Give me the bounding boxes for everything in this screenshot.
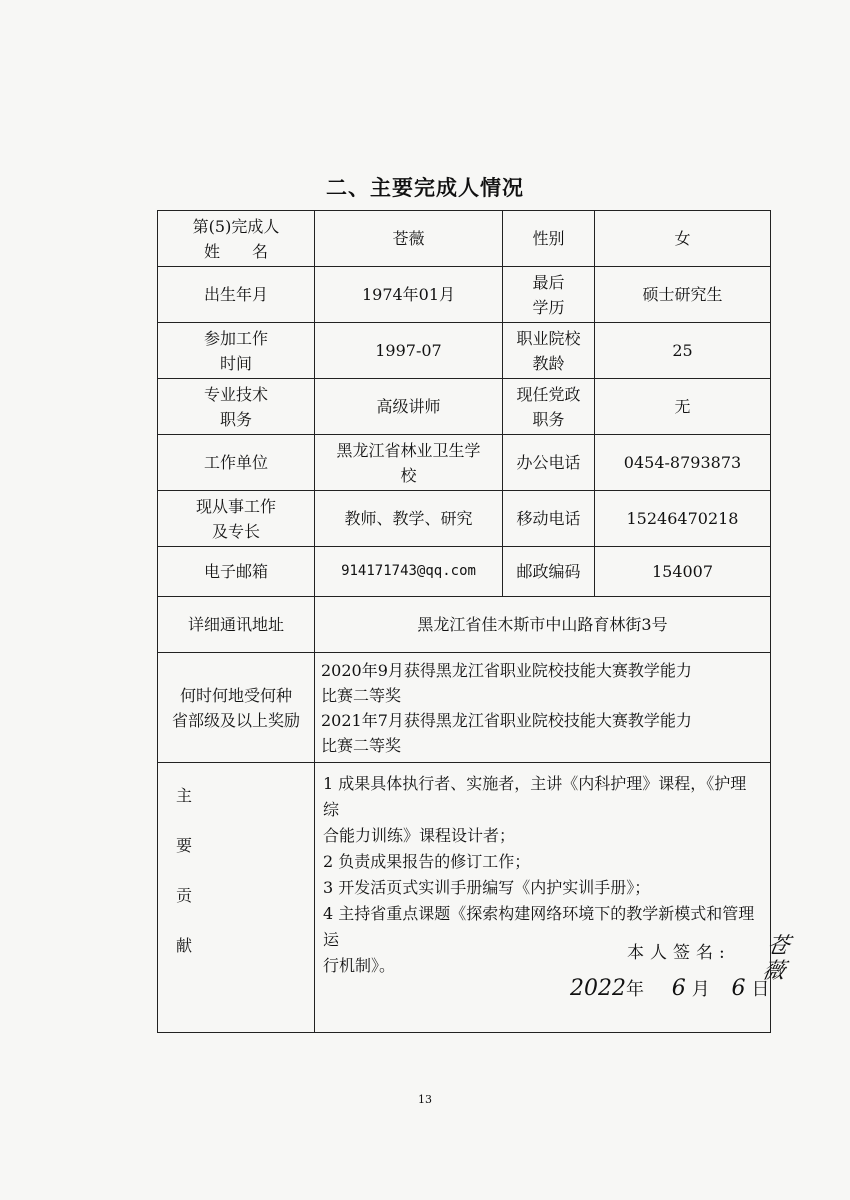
unit-value-line2: 校 [400, 465, 417, 485]
title-label-line2: 职务 [219, 409, 252, 429]
title-value: 高级讲师 [315, 379, 503, 435]
unit-label: 工作单位 [158, 435, 315, 491]
teaching-years-label-line2: 教龄 [532, 353, 565, 373]
name-label-line1: 第(5)完成人 [192, 216, 280, 236]
table-row [158, 491, 771, 547]
completer-info-table [157, 210, 794, 1033]
table-row [158, 435, 771, 491]
contribution-line: 2 负责成果报告的修订工作； [323, 852, 531, 871]
contribution-char: 贡 [176, 886, 193, 905]
date-day-unit: 日 [751, 979, 770, 1000]
date-month-unit: 月 [691, 979, 710, 1000]
unit-value-cell [315, 435, 503, 491]
gender-value: 女 [595, 211, 771, 267]
awards-label-line1: 何时何地受何种 [179, 685, 292, 705]
awards-value-cell [315, 653, 771, 763]
party-post-value: 无 [595, 379, 771, 435]
award-line: 比赛二等奖 [321, 735, 402, 755]
postcode-value: 154007 [595, 547, 771, 597]
signature-label: 本人签名: [627, 943, 731, 963]
birth-label: 出生年月 [158, 267, 315, 323]
birth-value: 1974年01月 [315, 267, 503, 323]
table-row [158, 763, 771, 1033]
contribution-line: 行机制》。 [323, 956, 396, 975]
work-label-cell [158, 491, 315, 547]
education-label-cell [503, 267, 595, 323]
office-phone-label: 办公电话 [503, 435, 595, 491]
work-label-line2: 及专长 [211, 521, 260, 541]
gender-label: 性别 [503, 211, 595, 267]
mobile-label: 移动电话 [503, 491, 595, 547]
signature-date [570, 976, 769, 1002]
office-phone-value: 0454-8793873 [595, 435, 771, 491]
page-number: 13 [418, 1093, 432, 1106]
contribution-char: 主 [176, 786, 193, 805]
address-label: 详细通讯地址 [158, 597, 315, 653]
education-label-line1: 最后 [532, 272, 565, 292]
table-row [158, 323, 771, 379]
title-label-cell [158, 379, 315, 435]
table-row [158, 547, 771, 597]
email-value: 914171743@qq.com [315, 547, 503, 597]
work-start-label-line2: 时间 [219, 353, 252, 373]
party-post-label-line1: 现任党政 [516, 384, 581, 404]
contribution-side-label [158, 763, 315, 1033]
date-year: 2022 [570, 976, 626, 1001]
award-line: 2021年7月获得黑龙江省职业院校技能大赛教学能力 [321, 710, 692, 730]
date-day: 6 [731, 976, 746, 1001]
name-label-line2: 姓 名 [203, 241, 268, 261]
postcode-label: 邮政编码 [503, 547, 595, 597]
education-value: 硕士研究生 [595, 267, 771, 323]
page-title: 二、主要完成人情况 [326, 176, 524, 200]
party-post-label-cell [503, 379, 595, 435]
table-row [158, 597, 771, 653]
unit-value-line1: 黑龙江省林业卫生学 [336, 440, 481, 460]
award-line: 2020年9月获得黑龙江省职业院校技能大赛教学能力 [321, 660, 692, 680]
contribution-char: 要 [176, 836, 193, 855]
teaching-years-label-line1: 职业院校 [516, 328, 581, 348]
teaching-years-value: 25 [595, 323, 771, 379]
table-row [158, 653, 771, 763]
work-value: 教师、教学、研究 [315, 491, 503, 547]
date-year-unit: 年 [626, 979, 644, 1000]
work-start-label-line1: 参加工作 [203, 328, 268, 348]
teaching-years-label-cell [503, 323, 595, 379]
contribution-line: 1 成果具体执行者、实施者，主讲《内科护理》课程，《护理综 [323, 774, 747, 819]
work-start-label-cell [158, 323, 315, 379]
email-label: 电子邮箱 [158, 547, 315, 597]
name-label-cell [158, 211, 315, 267]
name-value: 苍薇 [315, 211, 503, 267]
party-post-label-line2: 职务 [532, 409, 565, 429]
table-row [158, 211, 771, 267]
award-line: 比赛二等奖 [321, 685, 402, 705]
contribution-content [315, 763, 794, 1033]
contribution-char: 献 [176, 936, 193, 955]
address-value: 黑龙江省佳木斯市中山路育林街3号 [315, 597, 771, 653]
work-label-line1: 现从事工作 [195, 496, 276, 516]
contribution-line: 合能力训练》课程设计者； [323, 826, 516, 845]
date-month: 6 [671, 976, 686, 1001]
contribution-line: 3 开发活页式实训手册编写《内护实训手册》； [323, 878, 651, 897]
work-start-value: 1997-07 [315, 323, 503, 379]
education-label-line2: 学历 [532, 297, 565, 317]
title-label-line1: 专业技术 [203, 384, 268, 404]
table-row [158, 379, 771, 435]
table-row [158, 267, 771, 323]
contribution-line: 4 主持省重点课题《探索构建网络环境下的教学新模式和管理运 [323, 904, 755, 949]
awards-label-line2: 省部级及以上奖励 [171, 710, 300, 730]
mobile-value: 15246470218 [595, 491, 771, 547]
handwritten-signature: 苍薇 [760, 934, 794, 984]
awards-label-cell [158, 653, 315, 763]
